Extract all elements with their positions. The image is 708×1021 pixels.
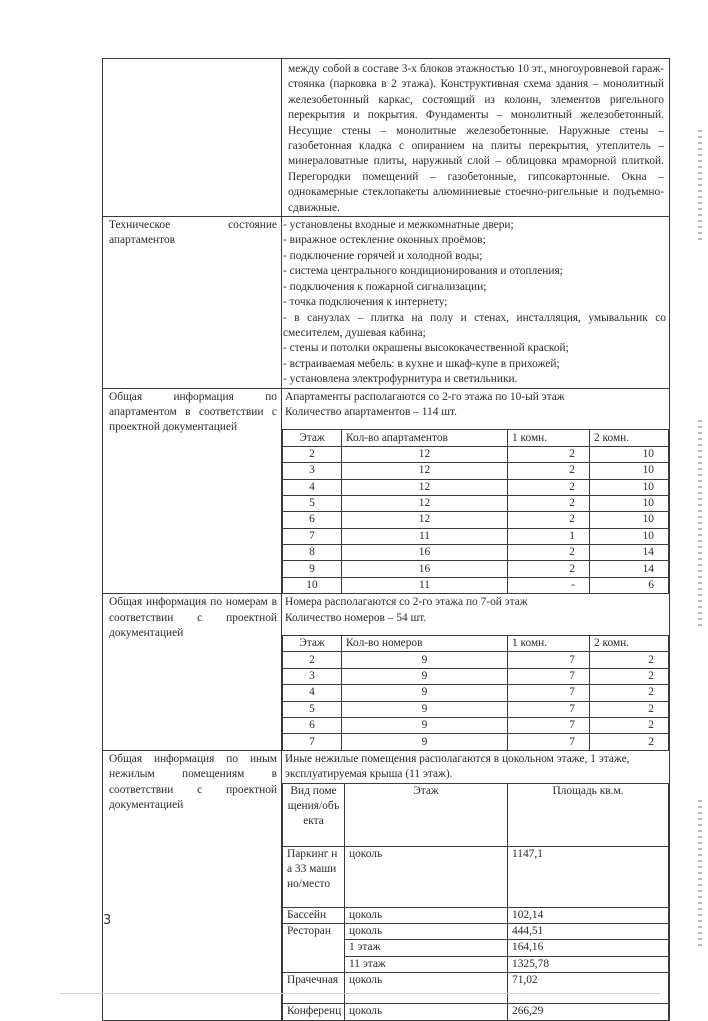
two-room-cell: 2: [590, 668, 669, 684]
apartments-table: [282, 429, 669, 593]
table-row: [283, 577, 669, 593]
one-room-cell: 2: [508, 561, 590, 577]
column-header: 2 комн.: [590, 430, 669, 446]
binding-marks: [698, 130, 702, 240]
floor-cell: 7: [283, 734, 342, 750]
two-room-cell: 14: [590, 561, 669, 577]
table-row: [283, 924, 669, 940]
count-cell: 9: [342, 652, 508, 668]
two-room-cell: 10: [590, 446, 669, 462]
one-room-cell: 2: [508, 463, 590, 479]
count-cell: 11: [342, 528, 508, 544]
table-header-row: [283, 783, 669, 846]
two-room-cell: 10: [590, 512, 669, 528]
type-cell: Паркинг на 33 машино/место: [283, 846, 345, 907]
count-cell: 12: [342, 495, 508, 511]
column-header: 1 комн.: [508, 636, 590, 652]
count-cell: 12: [342, 512, 508, 528]
table-row: [283, 1004, 669, 1020]
nonresidential-label: Общая информация по иным нежилым помещениям в соответствии с проектной документацией: [103, 750, 282, 1020]
tech-state-label: Техническое состояние апартаментов: [103, 217, 282, 388]
tech-state-row: [103, 217, 670, 388]
column-header: Кол-во номеров: [342, 636, 508, 652]
table-row: [283, 846, 669, 907]
type-cell: Бассейн: [283, 907, 345, 923]
column-header: Этаж: [283, 430, 342, 446]
one-room-cell: 2: [508, 512, 590, 528]
area-cell: 444,51: [508, 924, 669, 940]
one-room-cell: 7: [508, 734, 590, 750]
floor-cell: цоколь: [345, 907, 508, 923]
count-cell: 9: [342, 734, 508, 750]
two-room-cell: 2: [590, 701, 669, 717]
floor-cell: 4: [283, 685, 342, 701]
table-row: [283, 446, 669, 462]
count-cell: 12: [342, 446, 508, 462]
count-cell: 9: [342, 685, 508, 701]
type-cell: Конференц: [283, 1004, 345, 1020]
column-header: Площадь кв.м.: [508, 783, 669, 846]
table-row: [283, 463, 669, 479]
apartments-intro-1: Апартаменты располагаются со 2-го этажа по 10-ый этаж: [285, 390, 565, 403]
floor-cell: 6: [283, 512, 342, 528]
one-room-cell: 7: [508, 718, 590, 734]
two-room-cell: 2: [590, 718, 669, 734]
two-room-cell: 6: [590, 577, 669, 593]
table-row: [283, 718, 669, 734]
nonresidential-table: [282, 783, 669, 1020]
list-item: - подключения к пожарной сигнализации;: [283, 280, 487, 293]
apartments-intro-2: Количество апартаментов – 114 шт.: [285, 405, 457, 418]
apartments-cell: [282, 388, 670, 594]
construction-label-cell: [103, 59, 282, 217]
binding-marks: [698, 420, 702, 630]
floor-cell: 3: [283, 668, 342, 684]
rooms-row: [103, 594, 670, 751]
count-cell: 9: [342, 718, 508, 734]
column-header: 2 комн.: [590, 636, 669, 652]
table-row: [283, 495, 669, 511]
floor-cell: 10: [283, 577, 342, 593]
count-cell: 16: [342, 561, 508, 577]
construction-text: между собой в составе 3-х блоков этажностью 10 эт., многоуровневой гараж-стоянка (парковка в 2 этажа). Конструктивная схема здания – монолитный железобетонный каркас, состоящий из колонн, элементов ригельного перекрытия и покрытия. Фундаменты – монолитный железобетонный. Несущие стены – монолитные железобетонные. Наружные стены – газобетонная кладка с опиранием на плиты перекрытия, утеплитель – минераловатные плиты, наружный слой – облицовка мраморной плиткой. Перегородки помещений – газобетонные, гипсокартонные. Окна – однокамерные стеклопакеты алюминиевые стоечно-ригельные и подъемно-сдвижные.: [288, 63, 664, 214]
apartments-row: [103, 388, 670, 594]
one-room-cell: 2: [508, 446, 590, 462]
apartments-label: Общая информация по апартаментом в соответствии с проектной документацией: [103, 388, 282, 594]
list-item: - виражное остекление оконных проёмов;: [283, 234, 486, 247]
one-room-cell: 7: [508, 701, 590, 717]
nonresidential-row: [103, 750, 670, 1020]
type-cell: Ресторан: [283, 924, 345, 973]
column-header: 1 комн.: [508, 430, 590, 446]
construction-cell: [282, 59, 670, 217]
list-item: - установлена электрофурнитура и светильники.: [283, 373, 518, 386]
floor-cell: 6: [283, 718, 342, 734]
area-cell: 164,16: [508, 940, 669, 956]
nonresidential-intro: Иные нежилые помещения располагаются в цокольном этаже, 1 этаже, эксплуатируемая крыша (11 этаж).: [285, 752, 630, 781]
floor-cell: 2: [283, 446, 342, 462]
table-row: [283, 512, 669, 528]
type-cell: Прачечная: [283, 973, 345, 1004]
count-cell: 9: [342, 668, 508, 684]
count-cell: 12: [342, 479, 508, 495]
rooms-intro-2: Количество номеров – 54 шт.: [285, 611, 427, 624]
floor-cell: 1 этаж: [345, 940, 508, 956]
floor-cell: 9: [283, 561, 342, 577]
count-cell: 11: [342, 577, 508, 593]
table-row: [283, 701, 669, 717]
column-header: Кол-во апартаментов: [342, 430, 508, 446]
rooms-intro-1: Номера располагаются со 2-го этажа по 7-ой этаж: [285, 596, 528, 609]
two-room-cell: 2: [590, 685, 669, 701]
one-room-cell: 1: [508, 528, 590, 544]
list-item: - встраиваемая мебель: в кухне и шкаф-купе в прихожей;: [283, 357, 560, 370]
floor-cell: 2: [283, 652, 342, 668]
area-cell: 102,14: [508, 907, 669, 923]
rooms-table: [282, 635, 669, 750]
table-row: [283, 668, 669, 684]
table-row: [283, 685, 669, 701]
floor-cell: 5: [283, 701, 342, 717]
two-room-cell: 14: [590, 545, 669, 561]
floor-cell: 11 этаж: [345, 956, 508, 972]
count-cell: 12: [342, 463, 508, 479]
one-room-cell: 2: [508, 545, 590, 561]
floor-cell: цоколь: [345, 846, 508, 907]
one-room-cell: 7: [508, 685, 590, 701]
table-row: [283, 479, 669, 495]
tech-state-list: [282, 217, 670, 388]
info-table: [102, 58, 670, 1021]
two-room-cell: 2: [590, 734, 669, 750]
area-cell: 266,29: [508, 1004, 669, 1020]
two-room-cell: 10: [590, 528, 669, 544]
one-room-cell: 2: [508, 495, 590, 511]
two-room-cell: 2: [590, 652, 669, 668]
floor-cell: 7: [283, 528, 342, 544]
two-room-cell: 10: [590, 495, 669, 511]
area-cell: 1147,1: [508, 846, 669, 907]
column-header: Этаж: [283, 636, 342, 652]
column-header: Вид помещения/объекта: [283, 783, 345, 846]
table-header-row: [283, 430, 669, 446]
list-item: - система центрального кондиционирования и отопления;: [283, 265, 563, 278]
area-cell: 1325,78: [508, 956, 669, 972]
one-room-cell: 7: [508, 668, 590, 684]
list-item: - установлены входные и межкомнатные двери;: [283, 219, 514, 232]
count-cell: 9: [342, 701, 508, 717]
rooms-cell: [282, 594, 670, 751]
table-header-row: [283, 636, 669, 652]
floor-cell: 8: [283, 545, 342, 561]
two-room-cell: 10: [590, 463, 669, 479]
table-row: [283, 652, 669, 668]
floor-cell: 5: [283, 495, 342, 511]
list-item: - стены и потолки окрашены высококачественной краской;: [283, 342, 569, 355]
floor-cell: 4: [283, 479, 342, 495]
one-room-cell: 2: [508, 479, 590, 495]
area-cell: 71,02: [508, 973, 669, 1004]
floor-cell: цоколь: [345, 924, 508, 940]
two-room-cell: 10: [590, 479, 669, 495]
floor-cell: цоколь: [345, 1004, 508, 1020]
rooms-label: Общая информация по номерам в соответствии с проектной документацией: [103, 594, 282, 751]
nonresidential-cell: [282, 750, 670, 1020]
one-room-cell: -: [508, 577, 590, 593]
table-row: [283, 561, 669, 577]
table-row: [283, 973, 669, 1004]
one-room-cell: 7: [508, 652, 590, 668]
binding-marks: [698, 800, 702, 950]
table-row: [283, 545, 669, 561]
list-item: - подключение горячей и холодной воды;: [283, 249, 483, 262]
construction-row: [103, 59, 670, 217]
list-item: - точка подключения к интернету;: [283, 296, 448, 309]
table-row: [283, 907, 669, 923]
table-row: [283, 734, 669, 750]
list-item: - в санузлах – плитка на полу и стенах, инсталляция, умывальник со смесителем, душевая кабина;: [283, 311, 666, 339]
scan-edge: [60, 993, 660, 994]
table-row: [283, 528, 669, 544]
floor-cell: 3: [283, 463, 342, 479]
page-number: 3: [103, 913, 112, 928]
column-header: Этаж: [345, 783, 508, 846]
count-cell: 16: [342, 545, 508, 561]
floor-cell: цоколь: [345, 973, 508, 1004]
